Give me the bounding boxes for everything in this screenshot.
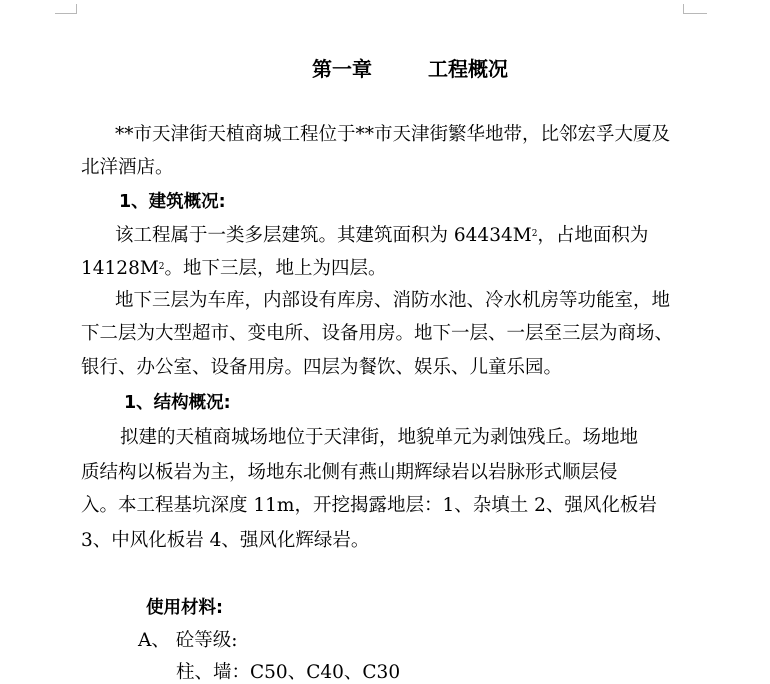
- materials-concrete-grade: A、 砼等级:: [138, 630, 238, 651]
- structure-line-4: 3、中风化板岩 4、强风化辉绿岩。: [81, 530, 370, 551]
- floors-summary: 。地下三层，地上为四层。: [164, 258, 387, 279]
- floors-line-2: 下二层为大型超市、变电所、设备用房。地下一层、一层至三层为商场、: [81, 323, 674, 344]
- structure-line-2: 质结构以板岩为主，场地东北侧有燕山期辉绿岩以岩脉形式顺层侵: [81, 462, 618, 483]
- heading-building-overview: 1、建筑概况:: [119, 192, 226, 212]
- building-land-text: ，占地面积为: [537, 225, 649, 246]
- building-line-1: [115, 225, 725, 247]
- building-area-unit-sup: 2: [531, 229, 538, 239]
- land-area-value: 14128M: [81, 258, 159, 279]
- materials-columns-walls: 柱、墙：C50、C40、C30: [176, 662, 401, 683]
- floors-line-1: 地下三层为车库，内部设有库房、消防水池、冷水机房等功能室，地: [115, 290, 671, 311]
- chapter-title: [0, 56, 770, 82]
- structure-line-3: 入。本工程基坑深度 11m，开挖揭露地层：1、杂填土 2、强风化板岩: [81, 495, 657, 516]
- land-area-unit-sup: 2: [158, 262, 165, 272]
- floors-line-3: 银行、办公室、设备用房。四层为餐饮、娱乐、儿童乐园。: [81, 357, 563, 378]
- intro-line-2: 北洋酒店。: [81, 157, 174, 178]
- intro-line-1: **市天津街天植商城工程位于**市天津街繁华地带，比邻宏孚大厦及: [115, 124, 671, 145]
- chapter-name: 工程概况: [427, 57, 508, 81]
- building-line-2: [81, 258, 691, 280]
- building-area-text: 该工程属于一类多层建筑。其建筑面积为 64434M: [115, 225, 532, 246]
- structure-line-1: 拟建的天植商城场地位于天津街，地貌单元为剥蚀残丘。场地地: [120, 427, 639, 448]
- heading-materials: 使用材料:: [146, 598, 223, 618]
- heading-structure-overview: 1、结构概况:: [124, 393, 231, 413]
- chapter-number: 第一章: [312, 57, 373, 81]
